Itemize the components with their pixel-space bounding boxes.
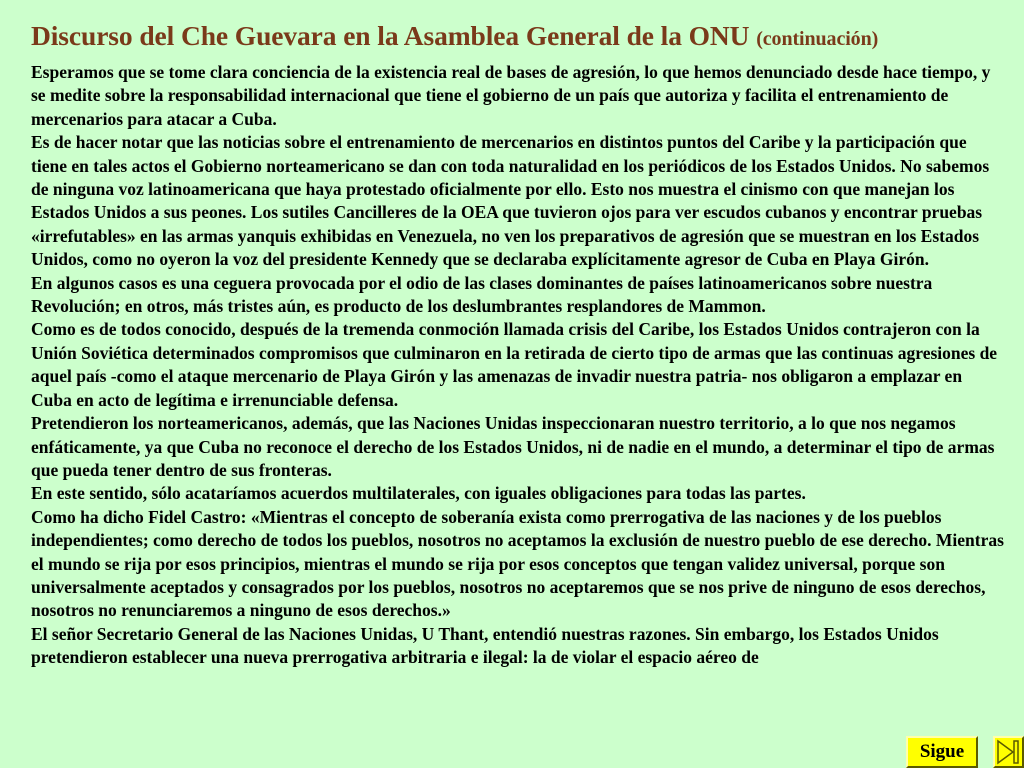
paragraph: El señor Secretario General de las Naciones Unidas, U Thant, entendió nuestras razones. Sin embargo, los Estados Unidos pretendieron establecer una nueva prerrogativa arbitraria e ilegal: la de violar el espacio aéreo de [31,623,939,668]
paragraph: Como es de todos conocido, después de la tremenda conmoción llamada crisis del Caribe, los Estados Unidos contrajeron con la Unión Soviética determinados compromisos que culminaron en la retirada de cierto tipo de armas que las continuas agresiones de aquel país -como el ataque mercenario de Playa Girón y las amenazas de invadir nuestra patria- nos obligaron a emplazar en Cuba en acto de legítima e irrenunciable defensa. [31,319,998,410]
paragraph: Esperamos que se tome clara conciencia de la existencia real de bases de agresión, lo que hemos denunciado desde hace tiempo, y se medite sobre la responsabilidad internacional que tiene el gobierno de un país que autoriza y facilita el entrenamiento de mercenarios para atacar a Cuba. [31,62,991,129]
next-button[interactable]: Sigue [906,736,978,768]
slide-title-main: Discurso del Che Guevara en la Asamblea General de la ONU [31,20,750,51]
speech-text [31,61,1006,670]
slide-title-suffix: (continuación) [756,28,879,50]
skip-to-end-icon [995,738,1022,766]
slide-title [31,20,878,52]
paragraph: En algunos casos es una ceguera provocada por el odio de las clases dominantes de países latinoamericanos sobre nuestra Revolución; en otros, más tristes aún, es producto de los deslumbrantes resplandores de Mammon. [31,272,933,317]
paragraph: Como ha dicho Fidel Castro: «Mientras el concepto de soberanía exista como prerrogativa de las naciones y de los pueblos independientes; como derecho de todos los pueblos, nosotros no aceptamos la exclusión de nuestro pueblo de ese derecho. Mientras el mundo se rija por esos principios, mientras el mundo se rija por esos conceptos que tengan validez universal, porque son universalmente aceptados y consagrados por los pueblos, nosotros no aceptaremos que se nos prive de ninguno de esos derechos, nosotros no renunciaremos a ninguno de esos derechos.» [31,506,1004,621]
paragraph: Es de hacer notar que las noticias sobre el entrenamiento de mercenarios en distintos puntos del Caribe y la participación que tiene en tales actos el Gobierno norteamericano se dan con toda naturalidad en los periódicos de los Estados Unidos. No sabemos de ninguna voz latinoamericana que haya protestado oficialmente por ello. Esto nos muestra el cinismo con que manejan los Estados Unidos a sus peones. Los sutiles Cancilleres de la OEA que tuvieron ojos para ver escudos cubanos y encontrar pruebas «irrefutables» en las armas yanquis exhibidas en Venezuela, no ven los preparativos de agresión que se muestran en los Estados Unidos, como no oyeron la voz del presidente Kennedy que se declaraba explícitamente agresor de Cuba en Playa Girón. [31,132,990,270]
paragraph: Pretendieron los norteamericanos, además, que las Naciones Unidas inspeccionaran nuestro territorio, a lo que nos negamos enfáticamente, ya que Cuba no reconoce el derecho de los Estados Unidos, ni de nadie en el mundo, a determinar el tipo de armas que pueda tener dentro de sus fronteras. [31,413,995,480]
paragraph: En este sentido, sólo acataríamos acuerdos multilaterales, con iguales obligaciones para todas las partes. [31,483,806,504]
end-button[interactable] [993,736,1024,768]
